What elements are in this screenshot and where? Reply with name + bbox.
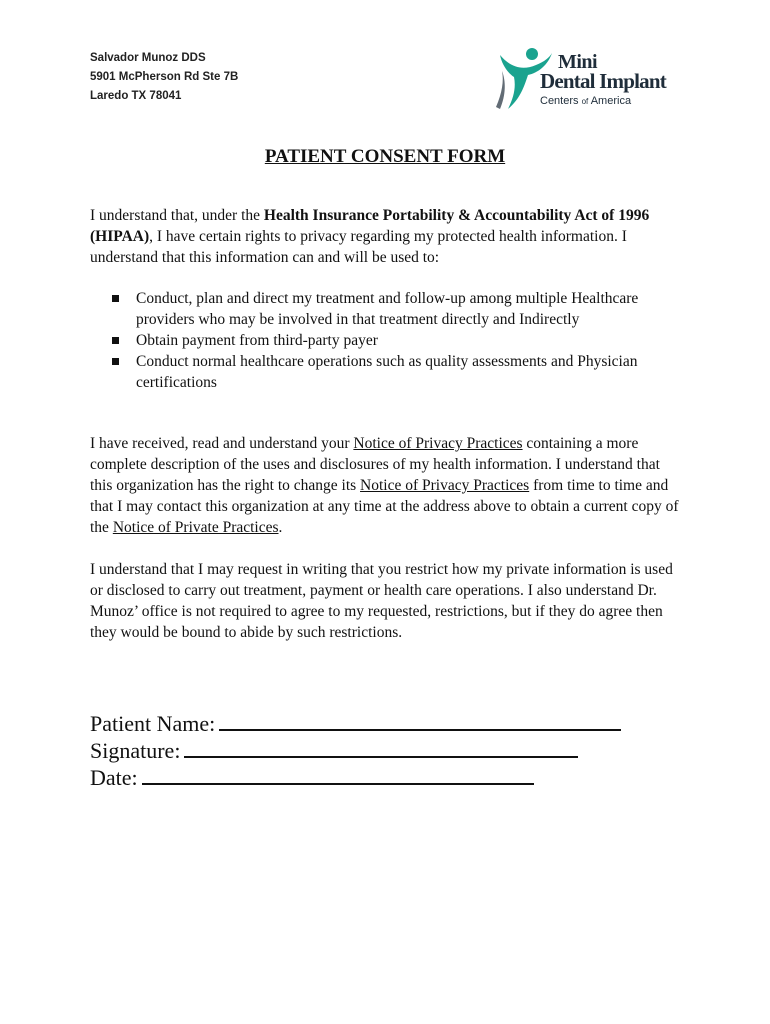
list-item <box>90 288 680 330</box>
logo-text-dental-implant: Dental Implant <box>540 69 666 93</box>
bullet-square-icon <box>112 337 119 344</box>
privacy-notice-paragraph <box>90 433 680 538</box>
address-line-name: Salvador Munoz DDS <box>90 52 206 64</box>
bullet-square-icon <box>112 295 119 302</box>
logo-america: America <box>590 95 632 107</box>
logo-text-mini: Mini <box>558 51 598 73</box>
notice-of-privacy-practices-link[interactable]: Notice of Privacy Practices <box>353 435 523 452</box>
signature-label: Signature: <box>90 738 181 763</box>
patient-name-field[interactable] <box>90 709 621 737</box>
list-item-text: Conduct normal healthcare operations such as quality assessments and Physician certifications <box>136 353 638 391</box>
hipaa-act-name: Health Insurance Portability & Accountability Act of 1996 (HIPAA) <box>90 207 650 245</box>
date-field[interactable] <box>90 763 534 791</box>
list-item-text: Obtain payment from third-party payer <box>136 332 378 349</box>
restrictions-paragraph: I understand that I may request in writing that you restrict how my private information is used or disclosed to carry out treatment, payment or health care operations. I also understand Dr. Munoz’ office is not required to agree to my requested, restrictions, but if they do agree then they would be bound to abide by such restrictions. <box>90 561 673 641</box>
intro-paragraph <box>90 205 680 268</box>
mini-dental-implant-logo <box>492 45 692 115</box>
signature-field[interactable] <box>90 736 578 764</box>
para2-text-4: . <box>278 519 283 536</box>
patient-name-line[interactable] <box>219 709 621 731</box>
usage-list <box>90 288 680 393</box>
patient-name-label: Patient Name: <box>90 711 216 736</box>
logo-of: of <box>581 97 589 106</box>
date-label: Date: <box>90 765 138 790</box>
list-item <box>90 330 680 351</box>
notice-of-private-practices-link[interactable]: Notice of Private Practices <box>112 519 279 536</box>
practice-address <box>90 49 238 106</box>
logo-centers: Centers <box>540 95 579 107</box>
address-line-street: 5901 McPherson Rd Ste 7B <box>90 71 239 83</box>
intro-text-2: , I have certain rights to privacy regarding my protected health information. I understand that this information can and will be used to: <box>90 228 627 266</box>
page-title: PATIENT CONSENT FORM <box>264 146 506 167</box>
para2-text-1: I have received, read and understand your <box>90 435 354 452</box>
para2-text-2: containing a more complete description of the uses and disclosures of my health information. I understand that this organization has the right to change its <box>90 435 660 494</box>
signature-line[interactable] <box>184 736 578 758</box>
bullet-square-icon <box>112 358 119 365</box>
notice-of-privacy-practices-link-2[interactable]: Notice of Privacy Practices <box>360 477 530 494</box>
address-line-city: Laredo TX 78041 <box>90 90 182 102</box>
logo-text-centers <box>540 95 631 107</box>
intro-text-1: I understand that, under the <box>90 207 264 224</box>
date-line[interactable] <box>142 763 534 785</box>
para2-text-3: from time to time and that I may contact this organization at any time at the address above to obtain a current copy of the <box>90 477 679 536</box>
list-item <box>90 351 680 393</box>
list-item-text: Conduct, plan and direct my treatment and follow-up among multiple Healthcare providers who may be involved in that treatment directly and Indirectly <box>136 290 639 328</box>
